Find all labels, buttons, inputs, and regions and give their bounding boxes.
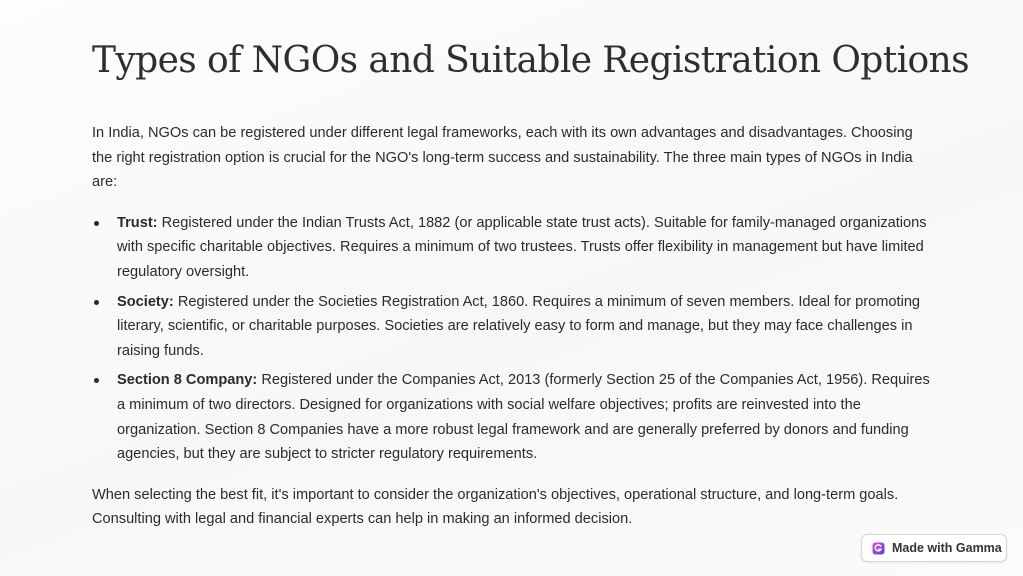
list-item-section-8-company <box>92 368 937 466</box>
list-item-trust <box>92 211 937 285</box>
list-item-text: Registered under the Companies Act, 2013 (formerly Section 25 of the Companies Act, 1956). Requires a minimum of two directors. Designed for organizations with social welfare objectives; profits are reinvested into the organization. Section 8 Companies have a more robust legal framework and are generally preferred by donors and funding agencies, but they are subject to stricter regulatory requirements. <box>117 372 930 463</box>
list-item-term: Section 8 Company: <box>117 372 258 389</box>
page-title: Types of NGOs and Suitable Registration Options <box>92 40 970 81</box>
made-with-gamma-button[interactable] <box>861 534 1007 562</box>
conclusion-paragraph: When selecting the best fit, it's important to consider the organization's objectives, operational structure, and long-term goals. Consulting with legal and financial experts can help in making an informed decision. <box>92 486 899 528</box>
list-item-society <box>92 290 937 364</box>
slide-content <box>92 121 937 532</box>
ngo-types-list <box>92 211 937 467</box>
badge-label: Made with Gamma <box>892 541 1002 555</box>
list-item-text: Registered under the Indian Trusts Act, 1882 (or applicable state trust acts). Suitable for family-managed organizations with specific charitable objectives. Requires a minimum of two trustees. Trusts offer flexibility in management but have limited regulatory oversight. <box>117 214 927 280</box>
list-item-term: Trust: <box>117 214 158 231</box>
list-item-text: Registered under the Societies Registration Act, 1860. Requires a minimum of seven members. Ideal for promoting literary, scientific, or charitable purposes. Societies are relatively easy to form and manage, but they may face challenges in raising funds. <box>117 293 921 359</box>
list-item-term: Society: <box>117 293 174 310</box>
intro-paragraph: In India, NGOs can be registered under different legal frameworks, each with its own advantages and disadvantages. Choosing the right registration option is crucial for the NGO's long-term success and sustainability. The three main types of NGOs in India are: <box>92 125 913 191</box>
gamma-logo-icon <box>872 542 885 555</box>
